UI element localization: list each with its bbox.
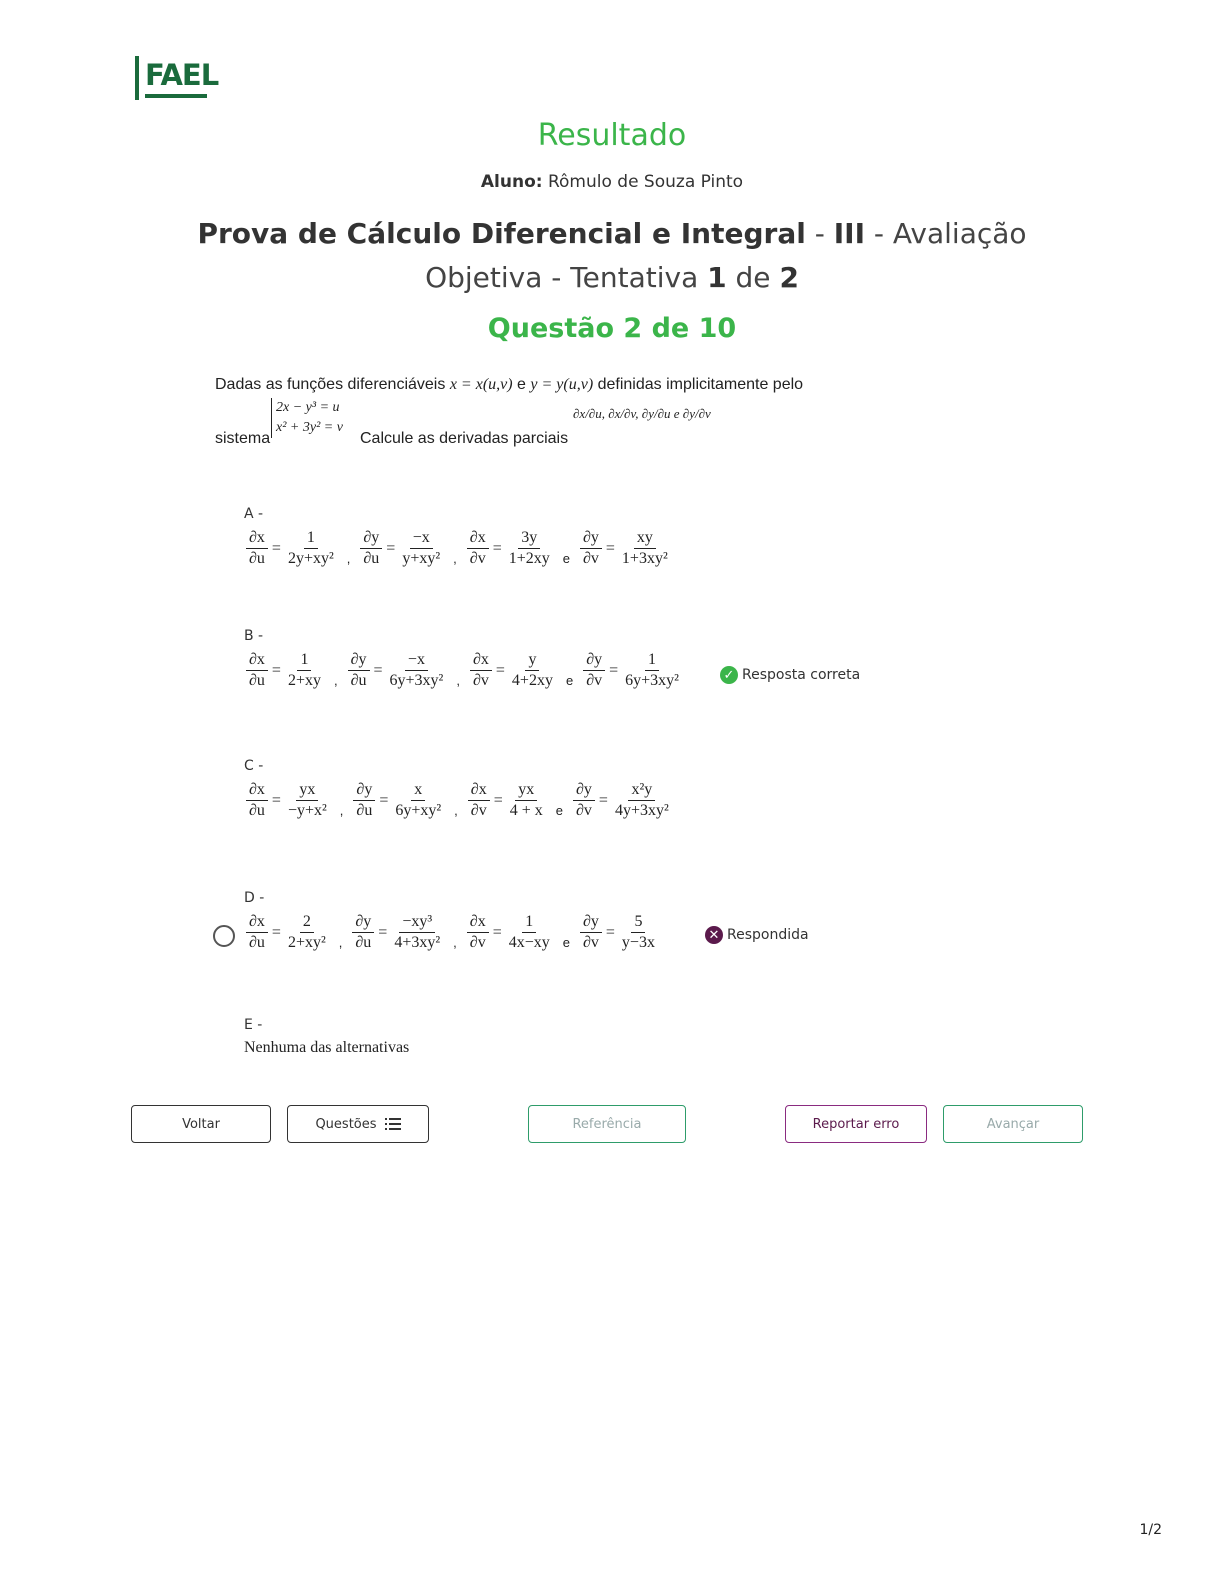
- equals-sign: =: [492, 539, 502, 557]
- exam-module: III: [833, 217, 865, 250]
- numerator: ∂y: [580, 528, 602, 549]
- status-label: Respondida: [727, 927, 809, 943]
- numerator: 3y: [518, 528, 540, 549]
- separator: ,: [333, 673, 338, 688]
- denominator: ∂u: [249, 550, 265, 567]
- separator: ,: [456, 673, 460, 688]
- statement-system-label: sistema: [215, 430, 271, 447]
- equals-sign: =: [271, 539, 281, 557]
- fraction: [246, 912, 268, 953]
- denominator: 4+2xy: [511, 672, 553, 689]
- status-label: Resposta correta: [742, 667, 861, 683]
- numerator: ∂y: [352, 912, 374, 933]
- numerator: ∂y: [353, 780, 375, 801]
- equals-sign: =: [271, 923, 281, 941]
- option-label: B -: [244, 628, 264, 644]
- numerator: ∂y: [583, 650, 605, 671]
- numerator: x²y: [628, 780, 655, 801]
- fraction: [246, 780, 268, 821]
- fraction: [348, 650, 370, 691]
- fraction: [392, 780, 444, 821]
- equals-sign: =: [493, 791, 503, 809]
- fraction: [285, 528, 337, 569]
- answer-option: [244, 890, 660, 953]
- numerator: 1: [297, 650, 311, 671]
- fraction: [285, 912, 329, 953]
- student-name: Rômulo de Souza Pinto: [547, 172, 744, 192]
- exam-name: Prova de Cálculo Diferencial e Integral: [197, 217, 806, 250]
- denominator: ∂u: [363, 550, 380, 567]
- fraction: [470, 650, 492, 691]
- reference-button[interactable]: [528, 1105, 686, 1143]
- logo-underline: [145, 94, 207, 98]
- back-button[interactable]: [131, 1105, 271, 1143]
- option-label: A -: [244, 506, 264, 522]
- denominator: ∂u: [249, 802, 265, 819]
- numerator: ∂x: [246, 780, 268, 801]
- fraction: [573, 780, 595, 821]
- equals-sign: =: [379, 791, 389, 809]
- statement-derivatives: ∂x/∂u, ∂x/∂v, ∂y/∂u e ∂y/∂v: [573, 406, 711, 421]
- equals-sign: =: [605, 923, 615, 941]
- correct-answer-badge: [720, 666, 860, 684]
- denominator: 1+3xy²: [621, 550, 668, 567]
- student-line: [0, 172, 1224, 192]
- numerator: yx: [515, 780, 537, 801]
- derivative-3: ∂y/∂u: [641, 406, 671, 421]
- x-icon: ✕: [705, 926, 723, 944]
- equals-sign: =: [598, 791, 608, 809]
- numerator: ∂x: [467, 912, 489, 933]
- denominator: 4+3xy²: [394, 934, 441, 951]
- option-formula: [244, 780, 674, 821]
- exam-type-a: - Avaliação: [865, 217, 1027, 250]
- equals-sign: =: [271, 661, 281, 679]
- check-icon: ✓: [720, 666, 738, 684]
- numerator: ∂x: [246, 912, 268, 933]
- equals-sign: =: [605, 539, 615, 557]
- attempt-total: 2: [779, 261, 799, 294]
- logo-text: FAEL: [145, 58, 219, 92]
- denominator: ∂u: [355, 934, 372, 951]
- statement-text-b: definidas implicitamente pelo: [597, 376, 804, 393]
- equals-sign: =: [386, 539, 396, 557]
- attempt-of: de: [726, 261, 780, 294]
- fraction: [507, 780, 546, 821]
- equals-sign: =: [495, 661, 505, 679]
- separator: ,: [453, 551, 457, 566]
- statement-func-x: x = x(u,v): [449, 376, 513, 393]
- answer-option: [244, 506, 673, 569]
- option-text: Nenhuma das alternativas: [244, 1039, 410, 1056]
- numerator: y: [525, 650, 539, 671]
- numerator: 2: [300, 912, 314, 933]
- derivative-1: ∂x/∂u: [573, 406, 602, 421]
- separator: ,: [454, 803, 458, 818]
- equals-sign: =: [378, 923, 388, 941]
- derivative-2: ∂x/∂v: [608, 406, 636, 421]
- numerator: ∂x: [246, 650, 268, 671]
- denominator: y−3x: [621, 934, 655, 951]
- fraction: [622, 650, 682, 691]
- fael-logo: [135, 56, 219, 102]
- denominator: 2+xy²: [287, 934, 326, 951]
- exam-type-b: Objetiva - Tentativa: [425, 261, 708, 294]
- back-button-label: Voltar: [182, 1116, 220, 1132]
- numerator: ∂x: [246, 528, 268, 549]
- report-error-button[interactable]: [785, 1105, 927, 1143]
- fraction: [619, 912, 658, 953]
- fraction: [391, 912, 443, 953]
- page-title: Resultado: [537, 118, 687, 153]
- separator: ,: [453, 935, 457, 950]
- separator: ,: [338, 935, 343, 950]
- exam-dash: -: [805, 217, 834, 250]
- option-formula: [244, 528, 673, 569]
- logo-bar: [135, 56, 139, 100]
- numerator: ∂y: [348, 650, 370, 671]
- fraction: [580, 912, 602, 953]
- numerator: −x: [405, 650, 428, 671]
- questions-button-label: Questões: [315, 1116, 377, 1132]
- denominator: ∂v: [586, 672, 603, 689]
- denominator: ∂v: [469, 550, 486, 567]
- denominator: 4y+3xy²: [614, 802, 669, 819]
- numerator: −x: [410, 528, 433, 549]
- student-label: Aluno:: [480, 172, 543, 192]
- system-eq2: x² + 3y² = v: [276, 420, 343, 435]
- denominator: ∂u: [356, 802, 373, 819]
- denominator: ∂v: [576, 802, 592, 819]
- denominator: y+xy²: [402, 550, 441, 567]
- numerator: yx: [296, 780, 318, 801]
- fraction: [612, 780, 672, 821]
- fraction: [467, 528, 489, 569]
- option-formula: [244, 912, 660, 953]
- separator: e: [565, 673, 574, 688]
- numerator: ∂y: [573, 780, 595, 801]
- numerator: ∂y: [360, 528, 382, 549]
- denominator: 6y+3xy²: [625, 672, 679, 689]
- numerator: 1: [304, 528, 318, 549]
- denominator: 6y+3xy²: [389, 672, 444, 689]
- exam-title: [0, 212, 1224, 300]
- denominator: 6y+xy²: [395, 802, 442, 819]
- fraction: [506, 528, 553, 569]
- numerator: 1: [645, 650, 659, 671]
- option-label: C -: [244, 758, 264, 774]
- option-formula: [244, 650, 684, 691]
- fraction: [246, 650, 268, 691]
- separator: e: [555, 803, 563, 818]
- statement-text-c: Calcule as derivadas parciais: [360, 430, 569, 447]
- numerator: ∂x: [468, 780, 490, 801]
- answer-option: [244, 1017, 409, 1057]
- equals-sign: =: [492, 923, 502, 941]
- numerator: xy: [634, 528, 656, 549]
- denominator: −y+x²: [287, 802, 327, 819]
- system-eq1: 2x − y³ = u: [276, 400, 340, 415]
- numerator: ∂y: [580, 912, 602, 933]
- option-label: E -: [244, 1017, 263, 1033]
- fraction: [387, 650, 447, 691]
- denominator: 2+xy: [287, 672, 321, 689]
- denominator: 1+2xy: [508, 550, 550, 567]
- fraction: [619, 528, 671, 569]
- denominator: 4x−xy: [508, 934, 550, 951]
- statement-text-a: Dadas as funções diferenciáveis: [215, 376, 446, 393]
- fraction: [580, 528, 602, 569]
- denominator: ∂v: [472, 672, 489, 689]
- fraction: [360, 528, 382, 569]
- question-statement: [215, 372, 835, 452]
- statement-and: e: [517, 376, 526, 393]
- statement-func-y: y = y(u,v): [530, 376, 594, 393]
- numerator: ∂x: [467, 528, 489, 549]
- derivative-4: ∂y/∂v: [682, 406, 711, 421]
- fraction: [506, 912, 553, 953]
- reference-button-label: Referência: [572, 1116, 642, 1132]
- equation-system: [271, 398, 343, 438]
- separator: ,: [339, 803, 344, 818]
- denominator: 2y+xy²: [287, 550, 334, 567]
- answer-option: [244, 758, 674, 821]
- attempt-current: 1: [707, 261, 727, 294]
- fraction: [399, 528, 443, 569]
- separator: e: [562, 551, 570, 566]
- equals-sign: =: [373, 661, 383, 679]
- fraction: [468, 780, 490, 821]
- numerator: 1: [522, 912, 536, 933]
- derivative-e: e: [673, 406, 680, 421]
- list-icon: [385, 1118, 401, 1130]
- numerator: ∂x: [470, 650, 492, 671]
- next-button-label: Avançar: [986, 1116, 1040, 1132]
- option-d-radio[interactable]: [213, 925, 235, 947]
- denominator: ∂v: [582, 550, 599, 567]
- denominator: ∂u: [350, 672, 367, 689]
- option-label: D -: [244, 890, 265, 906]
- denominator: ∂v: [469, 934, 486, 951]
- numerator: −xy³: [399, 912, 435, 933]
- answer-option: [244, 628, 684, 691]
- separator: e: [562, 935, 570, 950]
- fraction: [285, 650, 324, 691]
- next-button[interactable]: [943, 1105, 1083, 1143]
- numerator: x: [411, 780, 425, 801]
- denominator: ∂u: [249, 672, 265, 689]
- fraction: [285, 780, 330, 821]
- denominator: ∂v: [470, 802, 487, 819]
- denominator: ∂u: [249, 934, 265, 951]
- numerator: 5: [631, 912, 645, 933]
- denominator: 4 + x: [509, 802, 543, 819]
- page-number: 1/2: [1139, 1522, 1162, 1538]
- answered-badge: [705, 926, 809, 944]
- fraction: [509, 650, 556, 691]
- questions-button[interactable]: [287, 1105, 429, 1143]
- equals-sign: =: [271, 791, 281, 809]
- equals-sign: =: [609, 661, 619, 679]
- separator: ,: [346, 551, 351, 566]
- denominator: ∂v: [582, 934, 599, 951]
- fraction: [352, 912, 374, 953]
- question-title: Questão 2 de 10: [487, 313, 737, 344]
- fraction: [246, 528, 268, 569]
- fraction: [467, 912, 489, 953]
- report-error-button-label: Reportar erro: [812, 1116, 900, 1132]
- fraction: [353, 780, 375, 821]
- fraction: [583, 650, 605, 691]
